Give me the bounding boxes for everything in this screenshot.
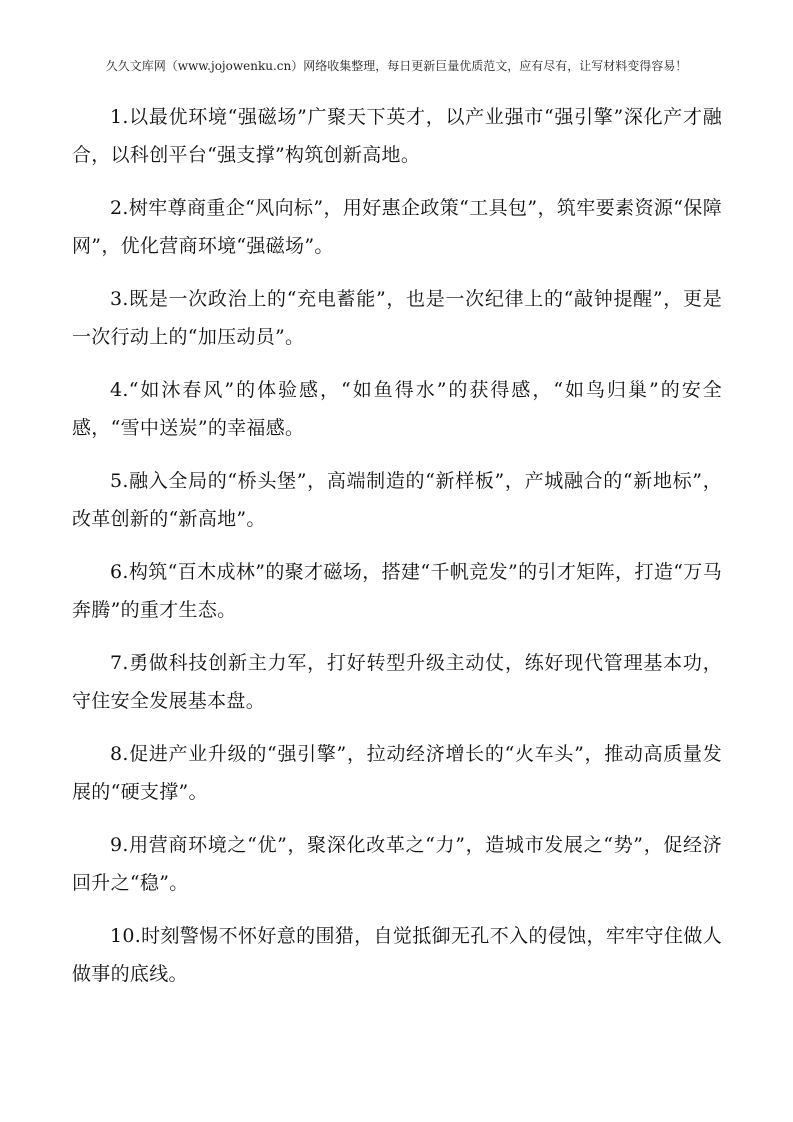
list-item: 6.构筑“百木成林”的聚才磁场，搭建“千帆竞发”的引才矩阵，打造“万马奔腾”的重才生态。 [72, 561, 722, 621]
list-item: 2.树牢尊商重企“风向标”，用好惠企政策“工具包”，筑牢要素资源“保障网”，优化营商环境“强磁场”。 [72, 197, 722, 257]
list-item: 9.用营商环境之“优”，聚深化改革之“力”，造城市发展之“势”，促经济回升之“稳”。 [72, 834, 722, 894]
page-header: 久久文库网（www.jojowenku.cn）网络收集整理，每日更新巨量优质范文，应有尽有，让写材料变得容易！ [105, 59, 688, 73]
list-item: 3.既是一次政治上的“充电蓄能”，也是一次纪律上的“敲钟提醒”，更是一次行动上的“加压动员”。 [72, 288, 722, 348]
list-item: 10.时刻警惕不怀好意的围猎，自觉抵御无孔不入的侵蚀，牢牢守住做人做事的底线。 [72, 925, 722, 985]
list-item: 7.勇做科技创新主力军，打好转型升级主动仗，练好现代管理基本功，守住安全发展基本盘。 [72, 652, 722, 712]
list-item: 8.促进产业升级的“强引擎”，拉动经济增长的“火车头”，推动高质量发展的“硬支撑”。 [72, 743, 722, 803]
phrase-list [72, 98, 722, 1008]
list-item: 5.融入全局的“桥头堡”，高端制造的“新样板”，产城融合的“新地标”，改革创新的“新高地”。 [72, 470, 722, 530]
list-item: 1.以最优环境“强磁场”广聚天下英才，以产业强市“强引擎”深化产才融合，以科创平台“强支撑”构筑创新高地。 [72, 106, 722, 166]
list-item: 4.“如沐春风”的体验感，“如鱼得水”的获得感，“如鸟归巢”的安全感，“雪中送炭”的幸福感。 [72, 379, 722, 439]
